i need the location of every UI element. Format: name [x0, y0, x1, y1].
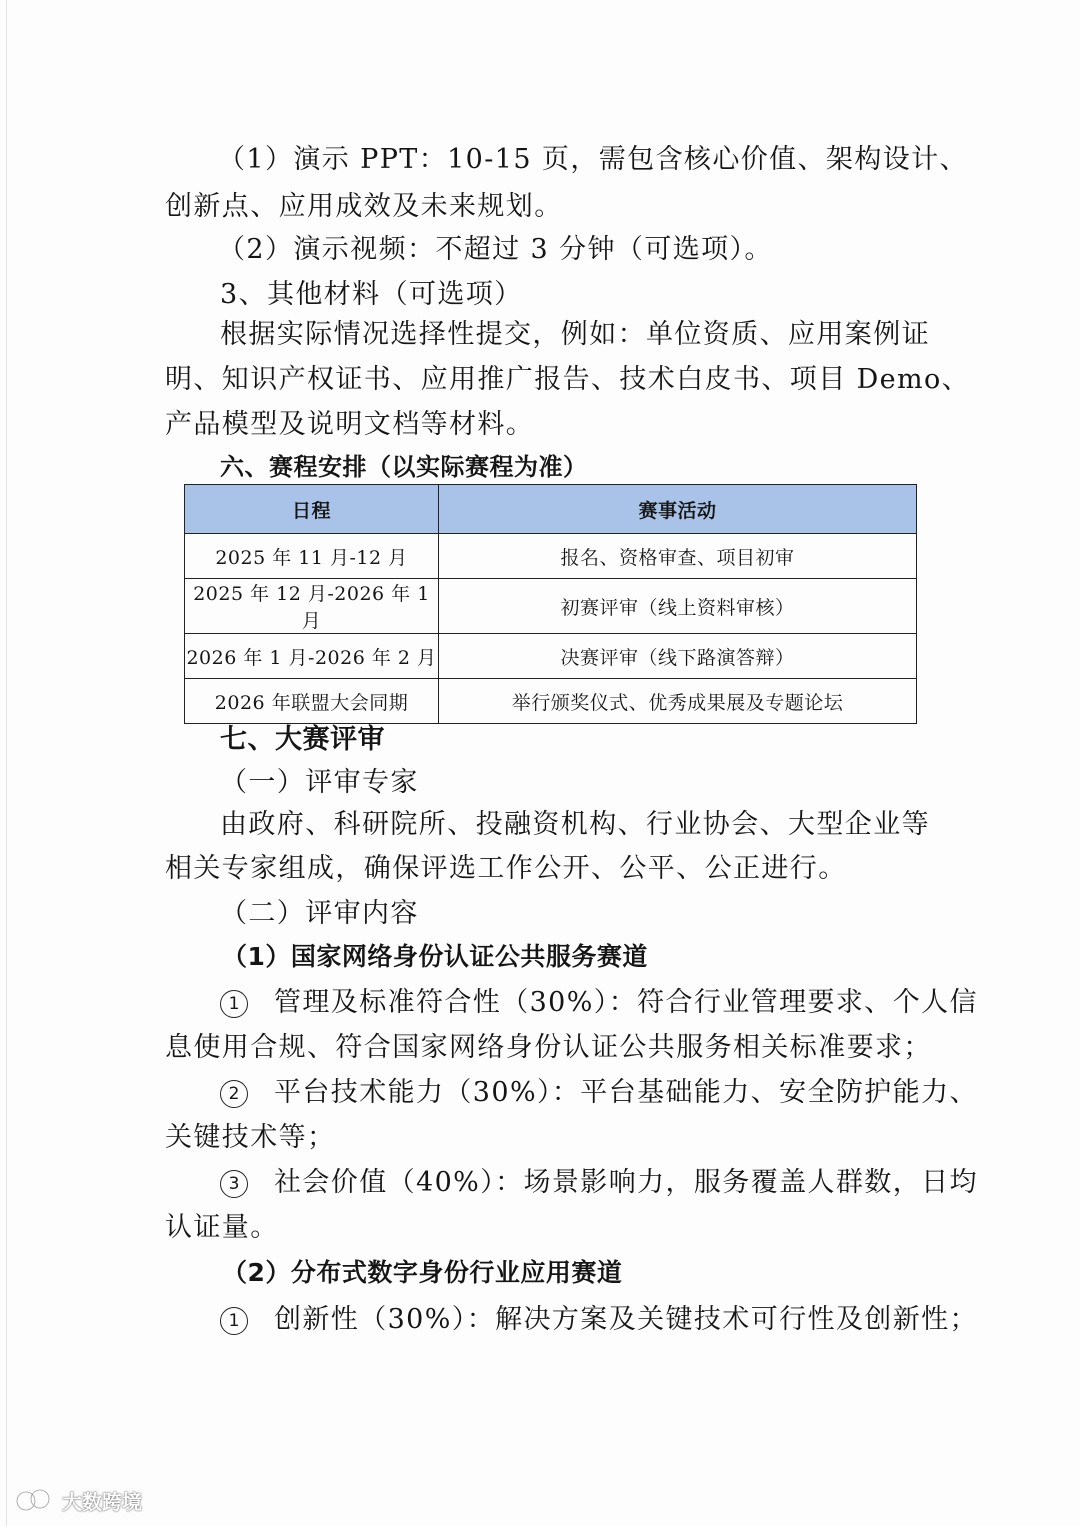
- paragraph-other-line1: 根据实际情况选择性提交，例如：单位资质、应用案例证: [220, 319, 930, 350]
- table-cell-date: 2025 年 12 月-2026 年 1 月: [185, 579, 439, 634]
- paragraph-video: （2）演示视频：不超过 3 分钟（可选项）。: [218, 234, 773, 265]
- circled-number-1: 1: [220, 990, 248, 1018]
- table-cell-date: 2026 年联盟大会同期: [185, 679, 439, 724]
- cloud-chat-logo-icon: [14, 1487, 56, 1515]
- table-cell-activity: 报名、资格审查、项目初审: [439, 534, 917, 579]
- table-header-date: 日程: [185, 485, 439, 534]
- item-text: 社会价值（40%）：场景影响力，服务覆盖人群数，日均: [274, 1167, 978, 1198]
- subsection-judges-heading: （一）评审专家: [220, 767, 419, 798]
- table-header-row: [185, 485, 917, 534]
- schedule-table: [184, 484, 917, 724]
- track-1-heading: （1）国家网络身份认证公共服务赛道: [222, 942, 648, 971]
- judges-line1: 由政府、科研院所、投融资机构、行业协会、大型企业等: [220, 809, 930, 840]
- item-text: 创新性（30%）：解决方案及关键技术可行性及创新性；: [274, 1304, 978, 1335]
- track1-item-3-line2: 认证量。: [165, 1212, 279, 1243]
- table-cell-date: 2025 年 11 月-12 月: [185, 534, 439, 579]
- track1-item-2-line2: 关键技术等；: [165, 1122, 336, 1153]
- paragraph-other-materials-heading: 3、其他材料（可选项）: [220, 279, 523, 310]
- watermark: [14, 1486, 142, 1515]
- table-row: [185, 534, 917, 579]
- track1-item-1-line1: [220, 986, 978, 1020]
- item-text: 平台技术能力（30%）：平台基础能力、安全防护能力、: [274, 1077, 978, 1108]
- circled-number-1: 1: [220, 1307, 248, 1335]
- table-row: [185, 579, 917, 634]
- track1-item-3-line1: [220, 1166, 978, 1200]
- table-row: [185, 634, 917, 679]
- paragraph-ppt-line1: （1）演示 PPT：10-15 页，需包含核心价值、架构设计、: [218, 144, 968, 175]
- table-cell-activity: 举行颁奖仪式、优秀成果展及专题论坛: [439, 679, 917, 724]
- table-cell-activity: 决赛评审（线下路演答辩）: [439, 634, 917, 679]
- section-7-heading: 七、大赛评审: [220, 724, 385, 755]
- watermark-text: 大数跨境: [62, 1490, 142, 1514]
- table-row: [185, 679, 917, 724]
- circled-number-3: 3: [220, 1170, 248, 1198]
- paragraph-ppt-line2: 创新点、应用成效及未来规划。: [165, 191, 563, 222]
- circled-number-2: 2: [220, 1080, 248, 1108]
- subsection-content-heading: （二）评审内容: [220, 898, 419, 929]
- track1-item-2-line1: [220, 1076, 978, 1110]
- section-6-heading: 六、赛程安排（以实际赛程为准）: [220, 453, 588, 481]
- track1-item-1-line2: 息使用合规、符合国家网络身份认证公共服务相关标准要求；: [165, 1032, 932, 1063]
- item-text: 管理及标准符合性（30%）：符合行业管理要求、个人信: [274, 987, 978, 1018]
- page-edge-rule: [6, 0, 7, 1526]
- judges-line2: 相关专家组成，确保评选工作公开、公平、公正进行。: [165, 853, 847, 884]
- table-cell-activity: 初赛评审（线上资料审核）: [439, 579, 917, 634]
- track-2-heading: （2）分布式数字身份行业应用赛道: [222, 1258, 623, 1287]
- paragraph-other-line3: 产品模型及说明文档等材料。: [165, 409, 535, 440]
- table-cell-date: 2026 年 1 月-2026 年 2 月: [185, 634, 439, 679]
- table-header-activity: 赛事活动: [439, 485, 917, 534]
- paragraph-other-line2: 明、知识产权证书、应用推广报告、技术白皮书、项目 Demo、: [165, 364, 971, 395]
- track2-item-1-line1: [220, 1303, 978, 1337]
